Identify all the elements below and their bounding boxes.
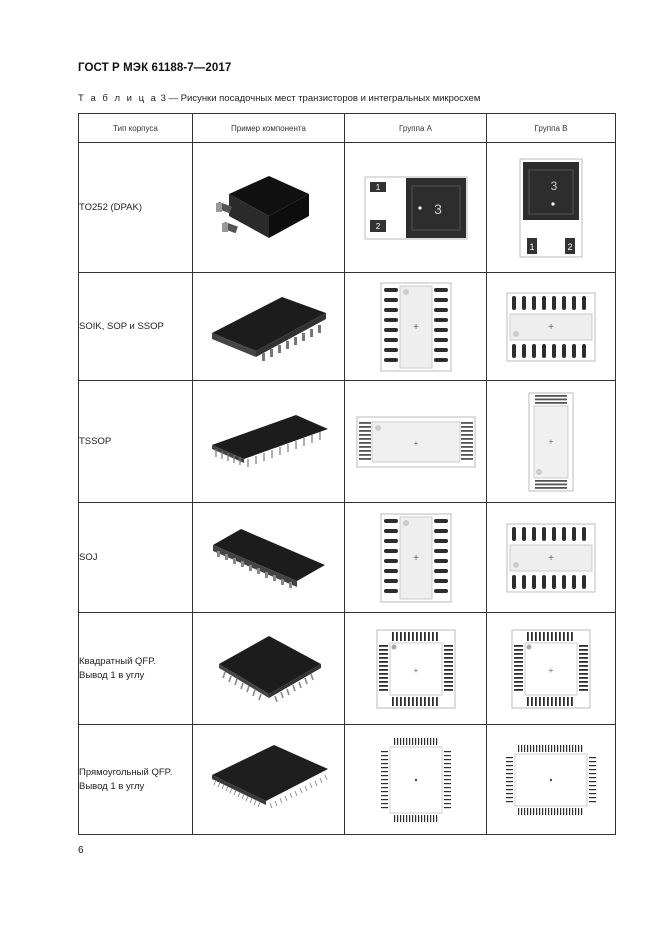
svg-text:+: + (548, 552, 554, 564)
svg-text:+: + (548, 321, 554, 333)
to252-component-image (209, 168, 329, 248)
component-example-cell (193, 143, 345, 273)
table-caption (78, 93, 480, 104)
column-header-example: Пример компонента (193, 114, 345, 143)
soj-footprint-a (380, 513, 452, 603)
tssop-footprint-a (356, 416, 476, 468)
column-header-group-b: Группа B (487, 114, 616, 143)
table-row (79, 381, 616, 503)
component-example-cell (193, 381, 345, 503)
table-row (79, 725, 616, 835)
package-type-cell: Прямоугольный QFP. Вывод 1 в углу (79, 725, 193, 835)
document-header: ГОСТ Р МЭК 61188-7—2017 (78, 62, 232, 74)
to252-footprint-a (364, 176, 468, 240)
group-a-cell (345, 613, 487, 725)
component-example-cell (193, 273, 345, 381)
svg-text:1: 1 (529, 241, 535, 252)
square-qfp-component-image (209, 624, 329, 714)
soj-footprint-b (506, 523, 596, 593)
tssop-component-image (204, 407, 334, 477)
package-type-cell: SOIK, SOP и SSOP (79, 273, 193, 381)
rect-qfp-footprint-a (378, 735, 454, 825)
svg-text:3: 3 (433, 200, 442, 217)
table-row (79, 503, 616, 613)
package-type-cell: TSSOP (79, 381, 193, 503)
group-b-cell (487, 503, 616, 613)
svg-text:+: + (548, 665, 554, 675)
svg-text:1: 1 (375, 182, 380, 192)
group-a-cell (345, 143, 487, 273)
group-b-cell (487, 613, 616, 725)
table-header-row (79, 114, 616, 143)
svg-text:2: 2 (375, 221, 380, 231)
table-row (79, 273, 616, 381)
square-qfp-footprint-b (511, 629, 591, 709)
group-b-cell (487, 725, 616, 835)
rect-qfp-component-image (204, 735, 334, 825)
component-example-cell (193, 725, 345, 835)
soic-footprint-a (380, 282, 452, 372)
group-b-cell (487, 273, 616, 381)
package-table (78, 113, 616, 835)
group-a-cell (345, 503, 487, 613)
square-qfp-footprint-a (376, 629, 456, 709)
caption-prefix: Т а б л и ц а (78, 93, 158, 104)
svg-text:2: 2 (567, 241, 573, 252)
tssop-footprint-b (528, 392, 574, 492)
page-number: 6 (78, 845, 84, 856)
package-type-cell: TO252 (DPAK) (79, 143, 193, 273)
caption-text: — Рисунки посадочных мест транзисторов и интегральных микросхем (165, 93, 481, 104)
to252-footprint-b (519, 158, 583, 258)
package-type-cell: SOJ (79, 503, 193, 613)
group-a-cell (345, 273, 487, 381)
svg-text:3: 3 (550, 178, 558, 193)
svg-text:+: + (412, 552, 419, 564)
svg-text:+: + (413, 438, 418, 448)
package-type-cell: Квадратный QFP. Вывод 1 в углу (79, 613, 193, 725)
soic-component-image (204, 287, 334, 367)
group-a-cell (345, 381, 487, 503)
column-header-group-a: Группа A (345, 114, 487, 143)
column-header-type: Тип корпуса (79, 114, 193, 143)
rect-qfp-footprint-b (503, 742, 599, 818)
group-a-cell (345, 725, 487, 835)
svg-text:+: + (413, 665, 418, 675)
svg-text:+: + (548, 436, 554, 446)
group-b-cell (487, 143, 616, 273)
soj-component-image (207, 523, 331, 593)
soic-footprint-b (506, 292, 596, 362)
component-example-cell (193, 613, 345, 725)
group-b-cell (487, 381, 616, 503)
table-row (79, 143, 616, 273)
component-example-cell (193, 503, 345, 613)
table-row (79, 613, 616, 725)
caption-number: 3 (160, 93, 166, 104)
svg-text:+: + (412, 321, 419, 333)
